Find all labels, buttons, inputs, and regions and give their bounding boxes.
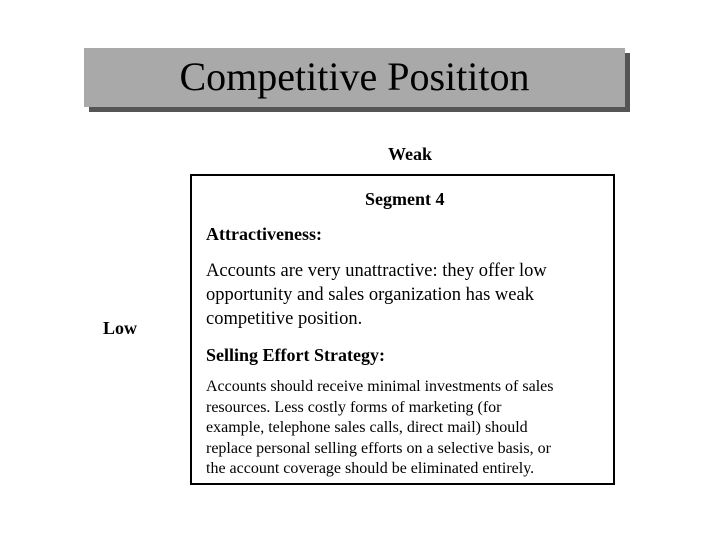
strategy-line: example, telephone sales calls, direct mail) should — [206, 419, 528, 436]
segment-box — [190, 174, 615, 485]
strategy-text — [206, 377, 611, 480]
slide-title: Competitive Posititon — [179, 53, 530, 99]
attractiveness-line: Accounts are very unattractive: they offer low — [206, 261, 547, 281]
strategy-line: replace personal selling efforts on a selective basis, or — [206, 439, 551, 457]
row-label: Low — [103, 318, 138, 338]
attractiveness-line: competitive position. — [206, 309, 363, 329]
segment-title: Segment 4 — [365, 189, 445, 209]
strategy-line: Accounts should receive minimal investments of sales — [206, 378, 554, 395]
attractiveness-line: opportunity and sales organization has weak — [206, 285, 534, 305]
strategy-line: resources. Less costly forms of marketing (for — [206, 398, 502, 416]
title-banner — [84, 48, 625, 107]
attractiveness-text — [206, 259, 606, 331]
attractiveness-heading: Attractiveness: — [206, 224, 322, 244]
strategy-line: the account coverage should be eliminated entirely. — [206, 460, 535, 477]
strategy-heading: Selling Effort Strategy: — [206, 345, 385, 365]
column-label: Weak — [388, 144, 433, 164]
